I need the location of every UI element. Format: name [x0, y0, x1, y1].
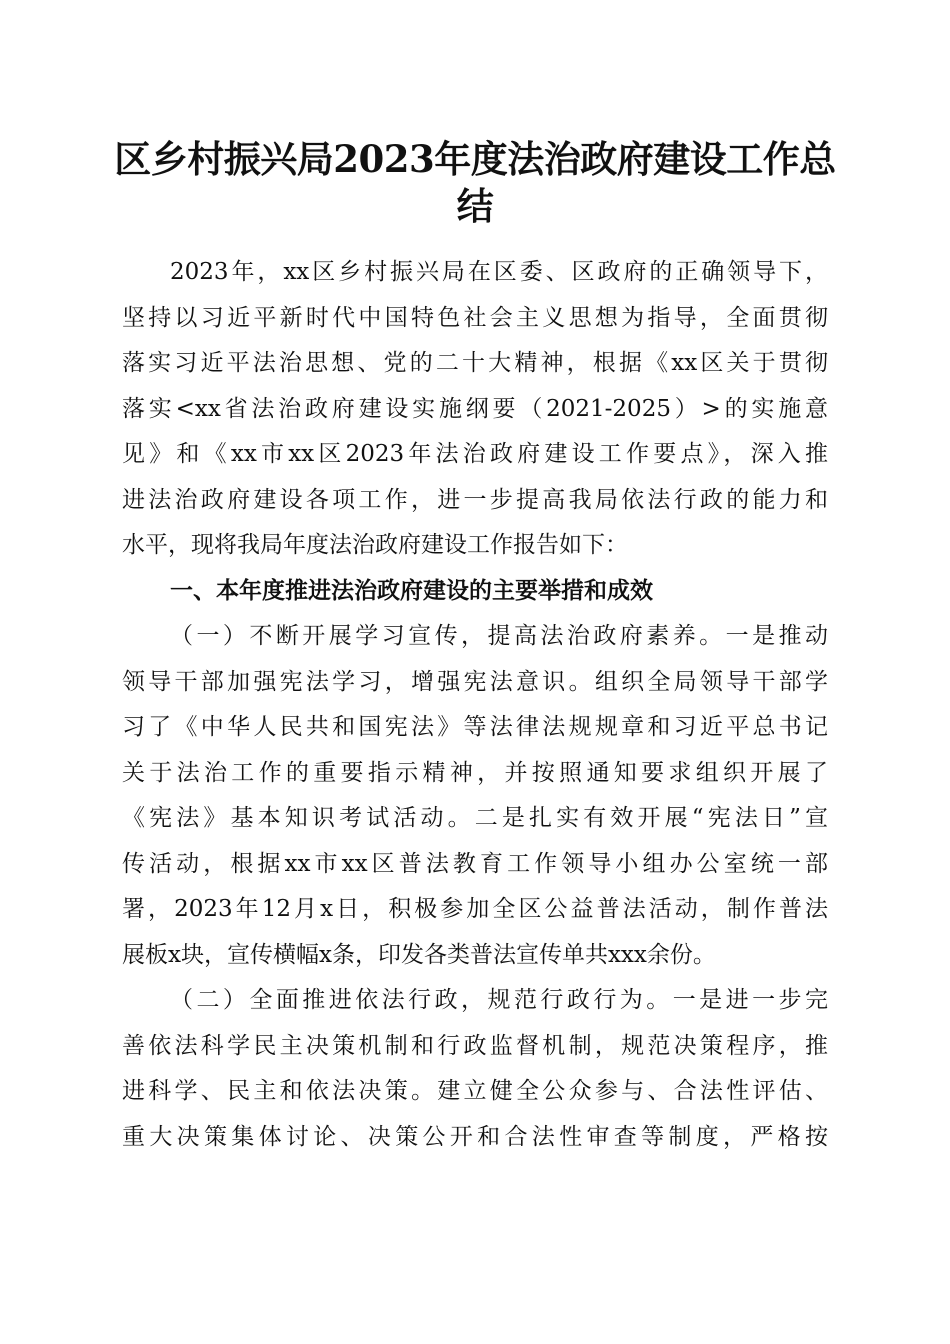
- text-line: 落实<xx省法治政府建设实施纲要（2021-2025）>的实施意: [122, 395, 828, 422]
- text-line: 署，2023年12月x日，积极参加全区公益普法活动，制作普法: [122, 896, 828, 922]
- text-line: 进法治政府建设各项工作，进一步提高我局依法行政的能力和: [122, 486, 828, 513]
- text-line: 坚持以习近平新时代中国特色社会主义思想为指导，全面贯彻: [122, 304, 828, 331]
- text-line: 传活动，根据xx市xx区普法教育工作领导小组办公室统一部: [122, 850, 828, 877]
- section-heading: 一、本年度推进法治政府建设的主要举措和成效: [170, 577, 653, 604]
- paragraph: [122, 978, 828, 1160]
- text-line: 习了《中华人民共和国宪法》等法律法规规章和习近平总书记: [122, 714, 828, 740]
- text-line: 善依法科学民主决策机制和行政监督机制，规范决策程序，推: [122, 1032, 828, 1059]
- document-title: [100, 136, 850, 230]
- text-line: 重大决策集体讨论、决策公开和合法性审查等制度，严格按: [122, 1123, 828, 1150]
- text-line: 水平，现将我局年度法治政府建设工作报告如下：: [122, 532, 628, 558]
- text-line: （二）全面推进依法行政，规范行政行为。一是进一步完: [170, 987, 828, 1013]
- title-line: 区乡村振兴局2023年度法治政府建设工作总: [114, 137, 836, 181]
- text-line: （一）不断开展学习宣传，提高法治政府素养。一是推动: [170, 623, 828, 649]
- text-line: 落实习近平法治思想、党的二十大精神，根据《xx区关于贯彻: [122, 350, 828, 376]
- document-body: [122, 250, 828, 1160]
- text-line: 领导干部加强宪法学习，增强宪法意识。组织全局领导干部学: [122, 668, 828, 695]
- title-line: 结: [456, 184, 494, 228]
- text-line: 见》和《xx市xx区2023年法治政府建设工作要点》，深入推: [122, 441, 828, 467]
- paragraph: [122, 614, 828, 978]
- text-line: 进科学、民主和依法决策。建立健全公众参与、合法性评估、: [122, 1078, 828, 1104]
- paragraph: [122, 250, 828, 569]
- text-line: 《宪法》基本知识考试活动。二是扎实有效开展“宪法日”宣: [122, 805, 828, 831]
- text-line: 展板x块，宣传横幅x条，印发各类普法宣传单共xxx余份。: [122, 941, 716, 968]
- text-line: 关于法治工作的重要指示精神，并按照通知要求组织开展了: [122, 759, 828, 786]
- text-line: 2023年，xx区乡村振兴局在区委、区政府的正确领导下，: [170, 259, 828, 285]
